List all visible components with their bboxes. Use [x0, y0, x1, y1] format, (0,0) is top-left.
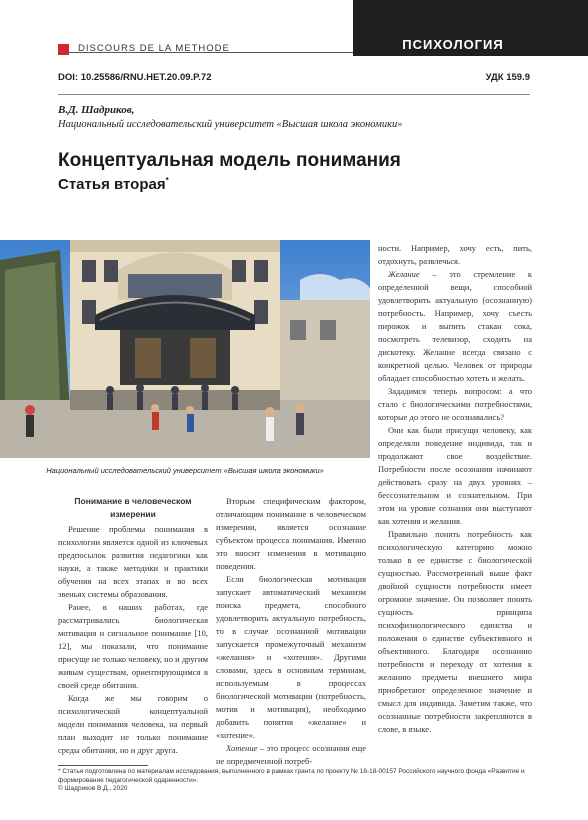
paragraph: Они как были присущи человеку, как определяли поведение индивида, так и продолжают свое воздействие. Потребности после осознания начинают действовать сразу на двух уровнях – бессознательном и сознательном. При этом на уровне сознания они выступают как хотения и желания.	[378, 425, 532, 526]
paragraph: ности. Например, хочу есть, пить, отдохнуть, развлечься.	[378, 243, 532, 266]
paragraph: Если биологическая мотивация запускает автоматический механизм поиска предмета, способного удовлетворить актуальную потребность, то в случае осознанной мотивации запускается промежуточный механизм «желания» и «хотения». Другими словами, здесь в основным терминам, используемым в процессах биологической мотивации (потребность, мотив и мотивация), необходимо добавить понятия «желание» и «хотение».	[216, 574, 366, 740]
figure-caption: Национальный исследовательский университет «Высшая школа экономики»	[46, 466, 324, 475]
footnote-mark: *	[165, 176, 169, 185]
text-column-2	[216, 495, 366, 768]
author-name: В.Д. Шадриков,	[58, 104, 135, 116]
text-column-1	[58, 495, 208, 757]
paragraph: Зададимся теперь вопросом: а что стало с биологическими потребностями, которые до этого не осознавались?	[378, 386, 532, 422]
paragraph	[216, 742, 366, 768]
footnote-rule	[58, 765, 148, 766]
section-marker-square	[58, 44, 69, 55]
paragraph: Вторым специфическим фактором, отличающим понимание в человеческом измерении, является осознание субъектом процесса понимания. Именно это вносит изменения в мотивацию поведения.	[216, 496, 366, 571]
meta-separator	[58, 94, 530, 95]
subtitle-text: Статья вторая	[58, 176, 166, 193]
copyright-line: © Шадриков В.Д., 2020	[58, 785, 128, 792]
author-affiliation: Национальный исследовательский университет «Высшая школа экономики»	[58, 119, 403, 130]
paragraph	[378, 268, 532, 385]
paragraph: Правильно понять потребность как психологическую категорию можно только в ее единстве с биологической сущностью. Рассмотренный выше факт двойной сущности потребности имеет огромное значение. Он позволяет понять сущность принципа психофизиологического единства и положения о единстве субъективного и объективного. Благодаря осознанию потребности и переходу от хотения к желанию предметы внешнего мира приобретают определенное значение и смысл для индивида. Заметим также, что осознанные потребности закрепляются в слове, в языке.	[378, 529, 532, 734]
article-title: Концептуальная модель понимания	[58, 150, 401, 171]
text-column-3	[378, 242, 532, 736]
paragraph-text: – это процесс осознания еще не опредмеченной потреб-	[216, 743, 366, 766]
term-emphasis: Хотение	[226, 743, 258, 753]
footnote	[58, 768, 538, 794]
building-photo-svg	[0, 240, 370, 458]
rubric-label: ПСИХОЛОГИЯ	[402, 37, 504, 52]
paragraph: Ранее, в наших работах, где рассматривались биологическая мотивация и сигнальное понимание [10, 12], мы показали, что понимание присуще не только человеку, но и другим живым существам, ориентирующимся в своей среде обитания.	[58, 602, 208, 690]
article-subtitle	[58, 176, 169, 193]
term-emphasis: Желание	[388, 269, 420, 279]
doi-label: DOI: 10.25586/RNU.HET.20.09.P.72	[58, 72, 212, 83]
section-label: DISCOURS DE LA METHODE	[78, 43, 230, 54]
paragraph-text: – это стремление к определенной вещи, способной удовлетворить актуальную (осознанную) потребность. Например, хочу съесть пирожок и выпить стакан сока, посмотреть телевизор, сходить на дискотеку. Желание всегда связано с конкретной целью. Человек от природы обладает способностью хотеть и желать.	[378, 269, 532, 383]
section-heading: Понимание в человеческом измерении	[74, 496, 192, 519]
footnote-text: * Статья подготовлена по материалам исследования, выполненного в рамках гранта по проекту № 18-18-00157 Российского научного фонда «Развитие и формирование педагогической одаренности».	[58, 768, 525, 784]
udk-label: УДК 159.9	[485, 72, 530, 83]
building-photo	[0, 240, 370, 458]
paragraph: Когда же мы говорим о психологической концептуальной модели понимания человека, на первый план выходит не только понимание среды обитания, но и друг друга.	[58, 693, 208, 755]
paragraph: Решение проблемы понимания в психологии является одной из ключевых предпосылок развития педагогики как науки, а также методики и практики обучения на всех этапах и во всех звеньях системы образования.	[58, 524, 208, 599]
